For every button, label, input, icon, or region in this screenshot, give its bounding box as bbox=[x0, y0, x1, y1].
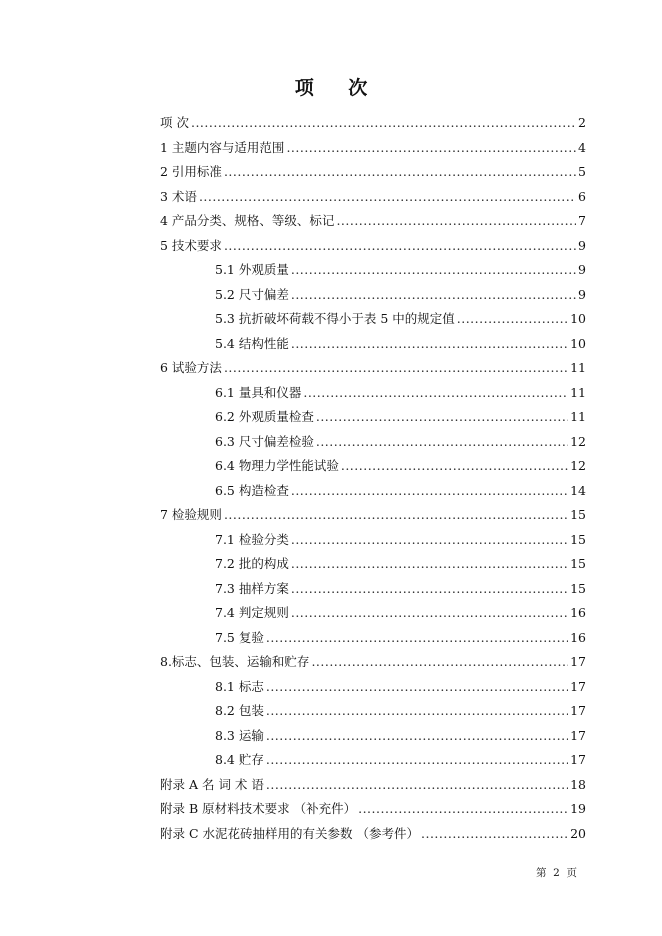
toc-dot-leader bbox=[291, 283, 576, 308]
toc-entry-label: 1 主题内容与适用范围 bbox=[160, 139, 285, 155]
toc-entry-label: 8.2 包装 bbox=[215, 703, 264, 718]
toc-dot-leader bbox=[224, 356, 568, 381]
toc-entry[interactable] bbox=[160, 650, 586, 675]
toc-dot-leader bbox=[336, 209, 576, 234]
toc-entry[interactable] bbox=[160, 234, 586, 259]
toc-subentry[interactable] bbox=[160, 699, 586, 724]
toc-entry-label: 8.1 标志 bbox=[215, 678, 264, 694]
toc-entry[interactable] bbox=[160, 822, 586, 847]
toc-entry[interactable] bbox=[160, 209, 586, 234]
toc-entry-page: 15 bbox=[570, 556, 586, 571]
toc-dot-leader bbox=[199, 185, 576, 210]
toc-entry-label: 8.标志、包装、运输和贮存 bbox=[160, 654, 310, 669]
toc-dot-leader bbox=[266, 773, 568, 798]
toc-entry-page: 7 bbox=[578, 213, 586, 228]
toc-dot-leader bbox=[291, 332, 568, 357]
toc-entry-page: 15 bbox=[570, 580, 586, 596]
toc-dot-leader bbox=[341, 454, 568, 479]
toc-entry-label: 7.3 抽样方案 bbox=[215, 580, 289, 596]
table-of-contents bbox=[160, 111, 586, 846]
toc-entry-page: 16 bbox=[570, 605, 586, 620]
toc-dot-leader bbox=[316, 430, 568, 455]
toc-entry-label: 5.3 抗折破坏荷载不得小于表 5 中的规定值 bbox=[215, 311, 455, 326]
toc-dot-leader bbox=[291, 258, 576, 283]
toc-subentry[interactable] bbox=[160, 577, 586, 602]
page-number-footer: 第 2 页 bbox=[536, 867, 578, 879]
toc-entry-label: 8.4 贮存 bbox=[215, 752, 264, 767]
toc-entry-label: 7.1 检验分类 bbox=[215, 531, 289, 547]
toc-subentry[interactable] bbox=[160, 454, 586, 479]
toc-entry-label: 6.1 量具和仪器 bbox=[215, 384, 302, 400]
toc-entry-page: 10 bbox=[570, 335, 586, 351]
toc-entry-label: 6.4 物理力学性能试验 bbox=[215, 458, 339, 473]
toc-dot-leader bbox=[457, 307, 568, 332]
toc-entry-label: 7.5 复验 bbox=[215, 629, 264, 645]
toc-entry-page: 9 bbox=[578, 286, 586, 302]
toc-entry[interactable] bbox=[160, 136, 586, 161]
toc-entry[interactable] bbox=[160, 503, 586, 528]
toc-subentry[interactable] bbox=[160, 430, 586, 455]
toc-entry-label: 7.2 批的构成 bbox=[215, 556, 289, 571]
toc-entry-page: 12 bbox=[570, 433, 586, 449]
toc-entry-page: 19 bbox=[570, 801, 586, 816]
toc-entry-page: 17 bbox=[570, 752, 586, 767]
toc-entry-page: 17 bbox=[570, 654, 586, 669]
toc-entry-page: 17 bbox=[570, 678, 586, 694]
toc-dot-leader bbox=[266, 724, 568, 749]
toc-entry-page: 16 bbox=[570, 629, 586, 645]
toc-dot-leader bbox=[291, 577, 568, 602]
toc-entry[interactable] bbox=[160, 356, 586, 381]
toc-entry-label: 6 试验方法 bbox=[160, 360, 222, 375]
toc-dot-leader bbox=[358, 797, 568, 822]
toc-dot-leader bbox=[266, 675, 568, 700]
toc-entry-page: 11 bbox=[570, 360, 586, 375]
toc-dot-leader bbox=[224, 160, 576, 185]
toc-entry-label: 5.1 外观质量 bbox=[215, 262, 289, 277]
toc-entry-label: 7 检验规则 bbox=[160, 507, 222, 522]
toc-subentry[interactable] bbox=[160, 405, 586, 430]
toc-dot-leader bbox=[303, 381, 568, 406]
toc-entry-label: 5 技术要求 bbox=[160, 237, 222, 253]
toc-subentry[interactable] bbox=[160, 332, 586, 357]
toc-subentry[interactable] bbox=[160, 479, 586, 504]
toc-entry-page: 11 bbox=[570, 409, 586, 424]
toc-subentry[interactable] bbox=[160, 626, 586, 651]
toc-entry-page: 11 bbox=[570, 384, 586, 400]
toc-entry-label: 项 次 bbox=[160, 115, 189, 130]
toc-dot-leader bbox=[291, 601, 568, 626]
toc-entry-page: 4 bbox=[578, 139, 586, 155]
toc-entry[interactable] bbox=[160, 797, 586, 822]
toc-entry-label: 6.2 外观质量检查 bbox=[215, 409, 314, 424]
toc-entry-label: 3 术语 bbox=[160, 188, 197, 204]
toc-entry-page: 14 bbox=[570, 482, 586, 498]
toc-subentry[interactable] bbox=[160, 307, 586, 332]
toc-entry-page: 10 bbox=[570, 311, 586, 326]
toc-entry-label: 附录 B 原材料技术要求 （补充件） bbox=[160, 801, 357, 816]
toc-subentry[interactable] bbox=[160, 258, 586, 283]
toc-entry[interactable] bbox=[160, 160, 586, 185]
toc-entry-label: 6.3 尺寸偏差检验 bbox=[215, 433, 314, 449]
toc-subentry[interactable] bbox=[160, 552, 586, 577]
toc-dot-leader bbox=[224, 503, 568, 528]
toc-subentry[interactable] bbox=[160, 748, 586, 773]
toc-dot-leader bbox=[291, 479, 568, 504]
toc-entry-label: 5.2 尺寸偏差 bbox=[215, 286, 289, 302]
toc-entry-page: 15 bbox=[570, 531, 586, 547]
toc-subentry[interactable] bbox=[160, 675, 586, 700]
toc-entry-page: 20 bbox=[570, 825, 586, 841]
toc-entry-page: 9 bbox=[578, 262, 586, 277]
toc-dot-leader bbox=[286, 136, 576, 161]
toc-entry-page: 17 bbox=[570, 703, 586, 718]
toc-entry-label: 6.5 构造检查 bbox=[215, 482, 289, 498]
toc-subentry[interactable] bbox=[160, 283, 586, 308]
toc-subentry[interactable] bbox=[160, 528, 586, 553]
toc-entry-label: 2 引用标准 bbox=[160, 164, 222, 179]
toc-entry-page: 6 bbox=[578, 188, 586, 204]
toc-dot-leader bbox=[291, 528, 568, 553]
toc-entry-label: 8.3 运输 bbox=[215, 727, 264, 743]
toc-dot-leader bbox=[311, 650, 568, 675]
toc-dot-leader bbox=[266, 748, 568, 773]
toc-dot-leader bbox=[316, 405, 568, 430]
page-title: 项 次 bbox=[294, 77, 382, 99]
toc-dot-leader bbox=[291, 552, 568, 577]
toc-entry-label: 7.4 判定规则 bbox=[215, 605, 289, 620]
toc-entry-page: 12 bbox=[570, 458, 586, 473]
toc-entry[interactable] bbox=[160, 111, 586, 136]
toc-subentry[interactable] bbox=[160, 724, 586, 749]
toc-entry-page: 17 bbox=[570, 727, 586, 743]
toc-dot-leader bbox=[191, 111, 576, 136]
toc-entry-label: 附录 C 水泥花砖抽样用的有关参数 （参考件） bbox=[160, 825, 419, 841]
toc-dot-leader bbox=[421, 822, 568, 847]
toc-subentry[interactable] bbox=[160, 381, 586, 406]
toc-entry[interactable] bbox=[160, 185, 586, 210]
toc-entry-page: 18 bbox=[570, 776, 586, 792]
toc-entry-label: 附录 A 名 词 术 语 bbox=[160, 776, 264, 792]
toc-entry-page: 5 bbox=[578, 164, 586, 179]
toc-entry[interactable] bbox=[160, 773, 586, 798]
toc-entry-label: 5.4 结构性能 bbox=[215, 335, 289, 351]
toc-dot-leader bbox=[266, 699, 568, 724]
toc-dot-leader bbox=[266, 626, 568, 651]
toc-subentry[interactable] bbox=[160, 601, 586, 626]
toc-entry-label: 4 产品分类、规格、等级、标记 bbox=[160, 213, 335, 228]
toc-entry-page: 9 bbox=[578, 237, 586, 253]
toc-entry-page: 15 bbox=[570, 507, 586, 522]
toc-dot-leader bbox=[224, 234, 576, 259]
toc-entry-page: 2 bbox=[578, 115, 586, 130]
